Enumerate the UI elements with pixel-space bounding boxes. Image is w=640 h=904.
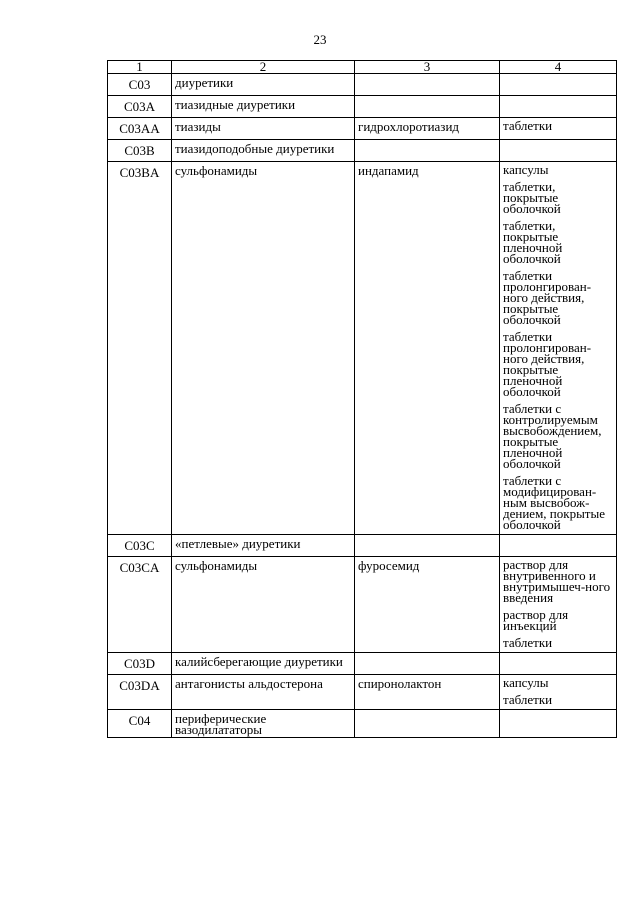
atc-code-cell: C03DA [108,675,172,710]
substance-name-cell [355,535,500,557]
dosage-form-item: таблетки с модифицирован-ным высвобож-дением, покрытые оболочкой [503,473,605,532]
dosage-form-item: таблетки, покрытые оболочкой [503,179,561,216]
pharmacological-group-cell: сульфонамиды [172,557,355,653]
dosage-form-item: таблетки [503,692,553,707]
table-row [108,140,617,162]
pharmacological-group-cell: тиазидные диуретики [172,96,355,118]
dosage-forms-cell [500,140,617,162]
table-row [108,557,617,653]
dosage-form-item: таблетки с контролируемым высвобождением, покрытые пленочной оболочкой [503,401,602,471]
dosage-forms-cell [500,162,617,535]
pharmacological-group-cell: тиазидоподобные диуретики [172,140,355,162]
dosage-forms-cell [500,535,617,557]
table-header-row [108,61,617,74]
table-row [108,162,617,535]
dosage-form-item: таблетки пролонгирован-ного действия, покрытые пленочной оболочкой [503,329,592,399]
atc-code-cell: C03 [108,74,172,96]
table-row [108,535,617,557]
pharmacological-group-cell: диуретики [172,74,355,96]
substance-name-cell [355,710,500,738]
table-row [108,653,617,675]
dosage-forms-cell [500,118,617,140]
pharmacological-group-cell: антагонисты альдостерона [172,675,355,710]
pharmacological-group-cell: периферические вазодилататоры [172,710,355,738]
atc-code-cell: C03CA [108,557,172,653]
drug-table [107,60,617,738]
atc-code-cell: C03B [108,140,172,162]
substance-name-cell: спиронолактон [355,675,500,710]
dosage-form-item: раствор для внутривенного и внутримышеч-ного введения [503,557,611,605]
dosage-form-item: таблетки пролонгирован-ного действия, покрытые оболочкой [503,268,592,327]
atc-code-cell: C03BA [108,162,172,535]
dosage-forms-cell [500,96,617,118]
dosage-forms-cell [500,653,617,675]
column-header: 1 [108,61,172,74]
substance-name-cell [355,140,500,162]
substance-name-cell: гидрохлоротиазид [355,118,500,140]
substance-name-cell: индапамид [355,162,500,535]
pharmacological-group-cell: калийсберегающие диуретики [172,653,355,675]
table-row [108,710,617,738]
atc-code-cell: C03C [108,535,172,557]
drug-table-body [108,61,617,738]
pharmacological-group-cell: «петлевые» диуретики [172,535,355,557]
pharmacological-group-cell: сульфонамиды [172,162,355,535]
dosage-forms-cell [500,557,617,653]
column-header: 3 [355,61,500,74]
dosage-form-item: таблетки [503,118,553,133]
dosage-form-item: капсулы [503,675,549,690]
dosage-form-item: капсулы [503,162,549,177]
dosage-forms-cell [500,710,617,738]
column-header: 4 [500,61,617,74]
table-row [108,118,617,140]
pharmacological-group-cell: тиазиды [172,118,355,140]
atc-code-cell: C04 [108,710,172,738]
atc-code-cell: C03AA [108,118,172,140]
dosage-forms-cell [500,74,617,96]
substance-name-cell [355,74,500,96]
dosage-forms-cell [500,675,617,710]
dosage-form-item: раствор для инъекций [503,607,569,633]
table-row [108,96,617,118]
atc-code-cell: C03D [108,653,172,675]
dosage-form-item: таблетки [503,635,553,650]
column-header: 2 [172,61,355,74]
page-number: 23 [313,32,327,47]
atc-code-cell: C03A [108,96,172,118]
table-row [108,675,617,710]
substance-name-cell: фуросемид [355,557,500,653]
substance-name-cell [355,653,500,675]
dosage-form-item: таблетки, покрытые пленочной оболочкой [503,218,563,266]
table-row [108,74,617,96]
substance-name-cell [355,96,500,118]
